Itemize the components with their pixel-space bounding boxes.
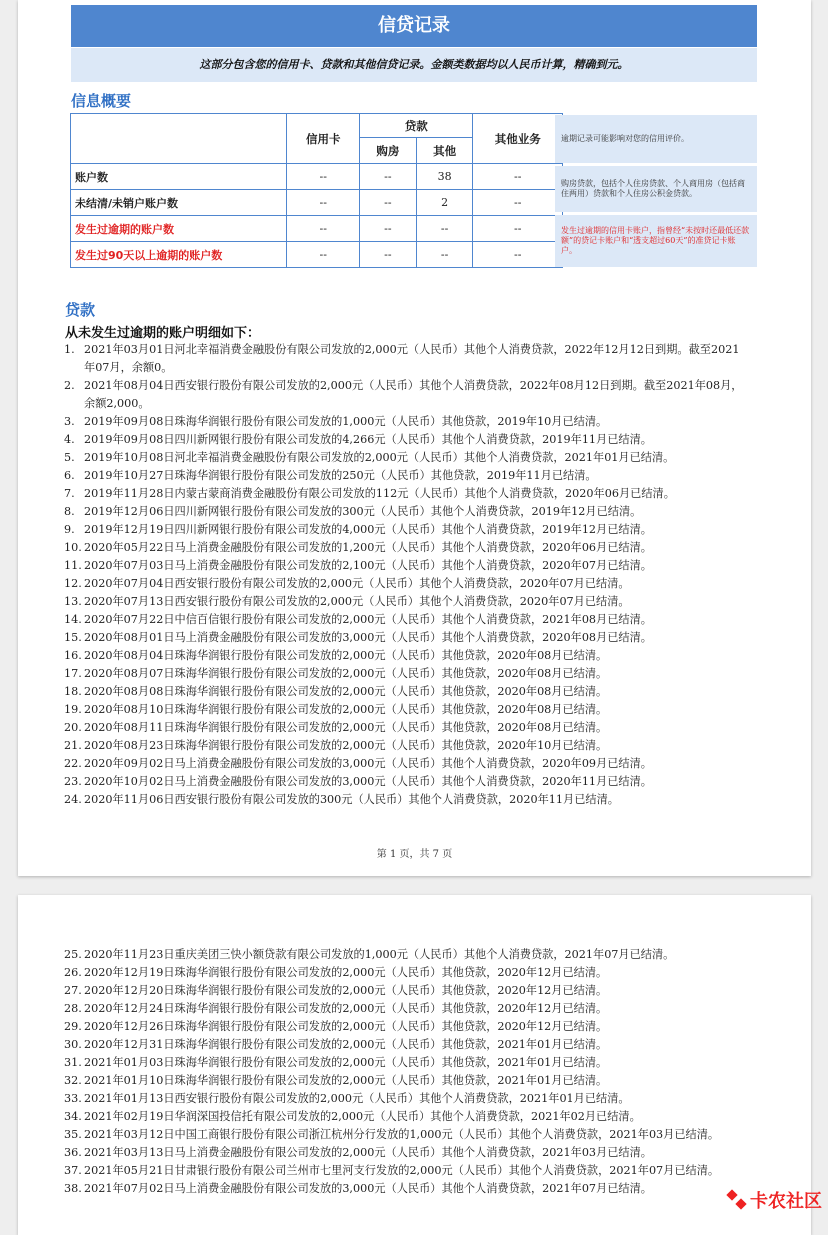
loan-item-number: 3. [64,415,75,428]
loan-item-text: 2019年12月06日四川新网银行股份有限公司发放的300元（人民币）其他个人消费贷款，2019年12月已结清。 [84,505,642,518]
loan-item [18,755,744,773]
loans-section-title: 贷款 [65,301,96,319]
note-housing-loan: 购房贷款，包括个人住房贷款、个人商用房（包括商住两用）贷款和个人住房公积金贷款。 [555,166,757,212]
loan-item-number: 37. [64,1164,82,1177]
loans-subheading: 从未发生过逾期的账户明细如下： [65,326,261,341]
loan-item-text: 2020年08月08日珠海华润银行股份有限公司发放的2,000元（人民币）其他贷款，2020年08月已结清。 [84,685,608,698]
loan-item-text: 2020年11月23日重庆美团三快小额贷款有限公司发放的1,000元（人民币）其他个人消费贷款，2021年07月已结清。 [84,948,675,961]
col-other: 其他 [416,138,473,164]
loan-item-text: 2020年10月02日马上消费金融股份有限公司发放的3,000元（人民币）其他个人消费贷款，2020年11月已结清。 [84,775,652,788]
loan-list-page-2 [18,946,744,1198]
loan-item-text: 2021年01月03日珠海华润银行股份有限公司发放的2,000元（人民币）其他贷款，2021年01月已结清。 [84,1056,608,1069]
loan-item-number: 8. [64,505,75,518]
loan-item [18,737,744,755]
loan-item-text: 2020年07月13日西安银行股份有限公司发放的2,000元（人民币）其他个人消费贷款，2020年07月已结清。 [84,595,630,608]
page-title: 信贷记录 [71,5,757,47]
note-overdue: 逾期记录可能影响对您的信用评价。 [555,115,757,163]
loan-item-text: 2020年08月10日珠海华润银行股份有限公司发放的2,000元（人民币）其他贷款，2020年08月已结清。 [84,703,608,716]
loan-item-text: 2020年08月01日马上消费金融股份有限公司发放的3,000元（人民币）其他个人消费贷款，2020年08月已结清。 [84,631,652,644]
loan-item-number: 26. [64,966,82,979]
loan-item-number: 15. [64,631,82,644]
cell-value: -- [287,216,360,242]
loan-item-text: 2019年09月08日四川新网银行股份有限公司发放的4,266元（人民币）其他个人消费贷款，2019年11月已结清。 [84,433,652,446]
loan-item [18,521,744,539]
loan-item-number: 10. [64,541,82,554]
loan-item-number: 18. [64,685,82,698]
loan-item-text: 2020年11月06日西安银行股份有限公司发放的300元（人民币）其他个人消费贷款，2020年11月已结清。 [84,793,619,806]
loan-item [18,467,744,485]
loan-item [18,575,744,593]
loan-item-text: 2020年08月04日珠海华润银行股份有限公司发放的2,000元（人民币）其他贷款，2020年08月已结清。 [84,649,608,662]
loan-item-text: 2019年10月27日珠海华润银行股份有限公司发放的250元（人民币）其他贷款，2019年11月已结清。 [84,469,597,482]
loan-item [18,341,744,377]
row-label: 账户数 [71,164,287,190]
loan-item-number: 1. [64,343,75,356]
loan-item [18,1054,744,1072]
cell-value: -- [473,190,563,216]
cell-value: -- [360,216,417,242]
site-logo [726,1187,822,1213]
cell-value: -- [473,242,563,268]
loan-item-number: 28. [64,1002,82,1015]
loan-item-number: 13. [64,595,82,608]
loan-item-number: 20. [64,721,82,734]
loan-item-number: 21. [64,739,82,752]
cell-value: -- [287,164,360,190]
loan-item [18,377,744,413]
loan-item-number: 2. [64,379,75,392]
loan-item-text: 2020年07月03日马上消费金融股份有限公司发放的2,100元（人民币）其他个人消费贷款，2020年07月已结清。 [84,559,652,572]
loan-item-text: 2021年07月02日马上消费金融股份有限公司发放的3,000元（人民币）其他个人消费贷款，2021年07月已结清。 [84,1182,652,1195]
loan-item [18,449,744,467]
col-other-business: 其他业务 [473,114,563,164]
loan-item [18,719,744,737]
loan-item-number: 7. [64,487,75,500]
row-label: 未结清/未销户账户数 [71,190,287,216]
loan-item-number: 6. [64,469,75,482]
loan-item-text: 2020年12月31日珠海华润银行股份有限公司发放的2,000元（人民币）其他贷款，2021年01月已结清。 [84,1038,608,1051]
loan-item-text: 2021年03月12日中国工商银行股份有限公司浙江杭州分行发放的1,000元（人民币）其他个人消费贷款，2021年03月已结清。 [84,1128,720,1141]
cell-value: 2 [416,190,473,216]
loan-item-number: 34. [64,1110,82,1123]
loan-item-text: 2020年12月19日珠海华润银行股份有限公司发放的2,000元（人民币）其他贷款，2020年12月已结清。 [84,966,608,979]
loan-item [18,413,744,431]
loan-item-text: 2021年05月21日甘肃银行股份有限公司兰州市七里河支行发放的2,000元（人民币）其他个人消费贷款，2021年07月已结清。 [84,1164,720,1177]
page-subtitle: 这部分包含您的信用卡、贷款和其他信贷记录。金额类数据均以人民币计算，精确到元。 [71,48,757,82]
summary-corner-cell [71,114,287,164]
loan-item-number: 12. [64,577,82,590]
cell-value: -- [360,164,417,190]
row-label: 发生过逾期的账户数 [71,216,287,242]
loan-item [18,701,744,719]
cell-value: -- [287,190,360,216]
summary-row [71,242,563,268]
summary-row [71,190,563,216]
loan-item-number: 29. [64,1020,82,1033]
cell-value: -- [473,216,563,242]
loan-item-number: 38. [64,1182,82,1195]
loan-item [18,964,744,982]
loan-item [18,1000,744,1018]
cell-value: 38 [416,164,473,190]
loan-item-text: 2019年11月28日内蒙古蒙商消费金融股份有限公司发放的112元（人民币）其他个人消费贷款，2020年06月已结清。 [84,487,675,500]
loan-item [18,665,744,683]
loan-item-number: 25. [64,948,82,961]
logo-mark-icon [726,1189,748,1211]
loan-item [18,539,744,557]
loan-item [18,647,744,665]
loan-item [18,1108,744,1126]
loan-item [18,773,744,791]
loan-item [18,611,744,629]
loan-item-text: 2020年08月07日珠海华润银行股份有限公司发放的2,000元（人民币）其他贷款，2020年08月已结清。 [84,667,608,680]
loan-item-text: 2020年07月04日西安银行股份有限公司发放的2,000元（人民币）其他个人消费贷款，2020年07月已结清。 [84,577,630,590]
cell-value: -- [416,216,473,242]
loan-item-text: 2020年08月23日珠海华润银行股份有限公司发放的2,000元（人民币）其他贷款，2020年10月已结清。 [84,739,608,752]
loan-item [18,982,744,1000]
cell-value: -- [360,190,417,216]
loan-item-text: 2020年07月22日中信百信银行股份有限公司发放的2,000元（人民币）其他个人消费贷款，2021年08月已结清。 [84,613,652,626]
loan-item-number: 36. [64,1146,82,1159]
col-credit-card: 信用卡 [287,114,360,164]
loan-item [18,1126,744,1144]
loan-item [18,791,744,809]
loan-item-number: 22. [64,757,82,770]
loan-item-number: 32. [64,1074,82,1087]
loan-item [18,1072,744,1090]
loan-item-number: 27. [64,984,82,997]
loan-item [18,1180,744,1198]
loan-list-page-1 [18,341,744,809]
report-page-2 [18,895,811,1235]
loan-item [18,485,744,503]
loan-item-number: 9. [64,523,75,536]
summary-table [70,113,563,268]
loan-item [18,503,744,521]
col-loan: 贷款 [360,114,473,138]
loan-item-number: 33. [64,1092,82,1105]
summary-section-title: 信息概要 [71,92,132,110]
loan-item [18,683,744,701]
loan-item-text: 2021年03月13日马上消费金融股份有限公司发放的2,000元（人民币）其他个人消费贷款，2021年03月已结清。 [84,1146,652,1159]
summary-row [71,216,563,242]
loan-item [18,593,744,611]
loan-item-text: 2020年12月24日珠海华润银行股份有限公司发放的2,000元（人民币）其他贷款，2020年12月已结清。 [84,1002,608,1015]
loan-item-number: 19. [64,703,82,716]
loan-item-number: 23. [64,775,82,788]
logo-text: 卡农社区 [750,1191,822,1212]
loan-item-text: 2020年09月02日马上消费金融股份有限公司发放的3,000元（人民币）其他个人消费贷款，2020年09月已结清。 [84,757,652,770]
loan-item-number: 17. [64,667,82,680]
col-housing: 购房 [360,138,417,164]
loan-item-number: 14. [64,613,82,626]
loan-item-text: 2021年03月01日河北幸福消费金融股份有限公司发放的2,000元（人民币）其他个人消费贷款，2022年12月12日到期。截至2021年07月，余额0。 [84,343,740,374]
loan-item-number: 16. [64,649,82,662]
loan-item-text: 2019年12月19日四川新网银行股份有限公司发放的4,000元（人民币）其他个人消费贷款，2019年12月已结清。 [84,523,652,536]
page-number: 第 1 页，共 7 页 [376,849,453,860]
loan-item [18,1162,744,1180]
loan-item-text: 2019年10月08日河北幸福消费金融股份有限公司发放的2,000元（人民币）其他个人消费贷款，2021年01月已结清。 [84,451,675,464]
loan-item-text: 2021年02月19日华润深国投信托有限公司发放的2,000元（人民币）其他个人消费贷款，2021年02月已结清。 [84,1110,641,1123]
loan-item-number: 35. [64,1128,82,1141]
loan-item [18,557,744,575]
loan-item-text: 2020年12月20日珠海华润银行股份有限公司发放的2,000元（人民币）其他贷款，2020年12月已结清。 [84,984,608,997]
loan-item-text: 2021年01月10日珠海华润银行股份有限公司发放的2,000元（人民币）其他贷款，2021年01月已结清。 [84,1074,608,1087]
cell-value: -- [416,242,473,268]
note-overdue-card: 发生过逾期的信用卡账户，指曾经“未按时还最低还款额”的贷记卡账户和“透支超过60天”的准贷记卡账户。 [555,215,757,267]
loan-item-number: 30. [64,1038,82,1051]
loan-item [18,1090,744,1108]
loan-item-text: 2020年05月22日马上消费金融股份有限公司发放的1,200元（人民币）其他个人消费贷款，2020年06月已结清。 [84,541,652,554]
cell-value: -- [360,242,417,268]
report-page-1 [18,0,811,876]
summary-row [71,164,563,190]
loan-item-text: 2019年09月08日珠海华润银行股份有限公司发放的1,000元（人民币）其他贷款，2019年10月已结清。 [84,415,608,428]
loan-item-text: 2020年12月26日珠海华润银行股份有限公司发放的2,000元（人民币）其他贷款，2020年12月已结清。 [84,1020,608,1033]
loan-item-number: 11. [64,559,82,572]
loan-item [18,1144,744,1162]
loan-item [18,946,744,964]
loan-item-number: 24. [64,793,82,806]
loan-item [18,431,744,449]
loan-item-number: 4. [64,433,75,446]
loan-item [18,1036,744,1054]
loan-item [18,1018,744,1036]
loan-item-text: 2021年01月13日西安银行股份有限公司发放的2,000元（人民币）其他个人消费贷款，2021年01月已结清。 [84,1092,630,1105]
cell-value: -- [287,242,360,268]
cell-value: -- [473,164,563,190]
loan-item-text: 2021年08月04日西安银行股份有限公司发放的2,000元（人民币）其他个人消费贷款，2022年08月12日到期。截至2021年08月，余额2,000。 [84,379,743,410]
loan-item [18,629,744,647]
row-label: 发生过90天以上逾期的账户数 [71,242,287,268]
loan-item-text: 2020年08月11日珠海华润银行股份有限公司发放的2,000元（人民币）其他贷款，2020年08月已结清。 [84,721,608,734]
loan-item-number: 31. [64,1056,82,1069]
loan-item-number: 5. [64,451,75,464]
